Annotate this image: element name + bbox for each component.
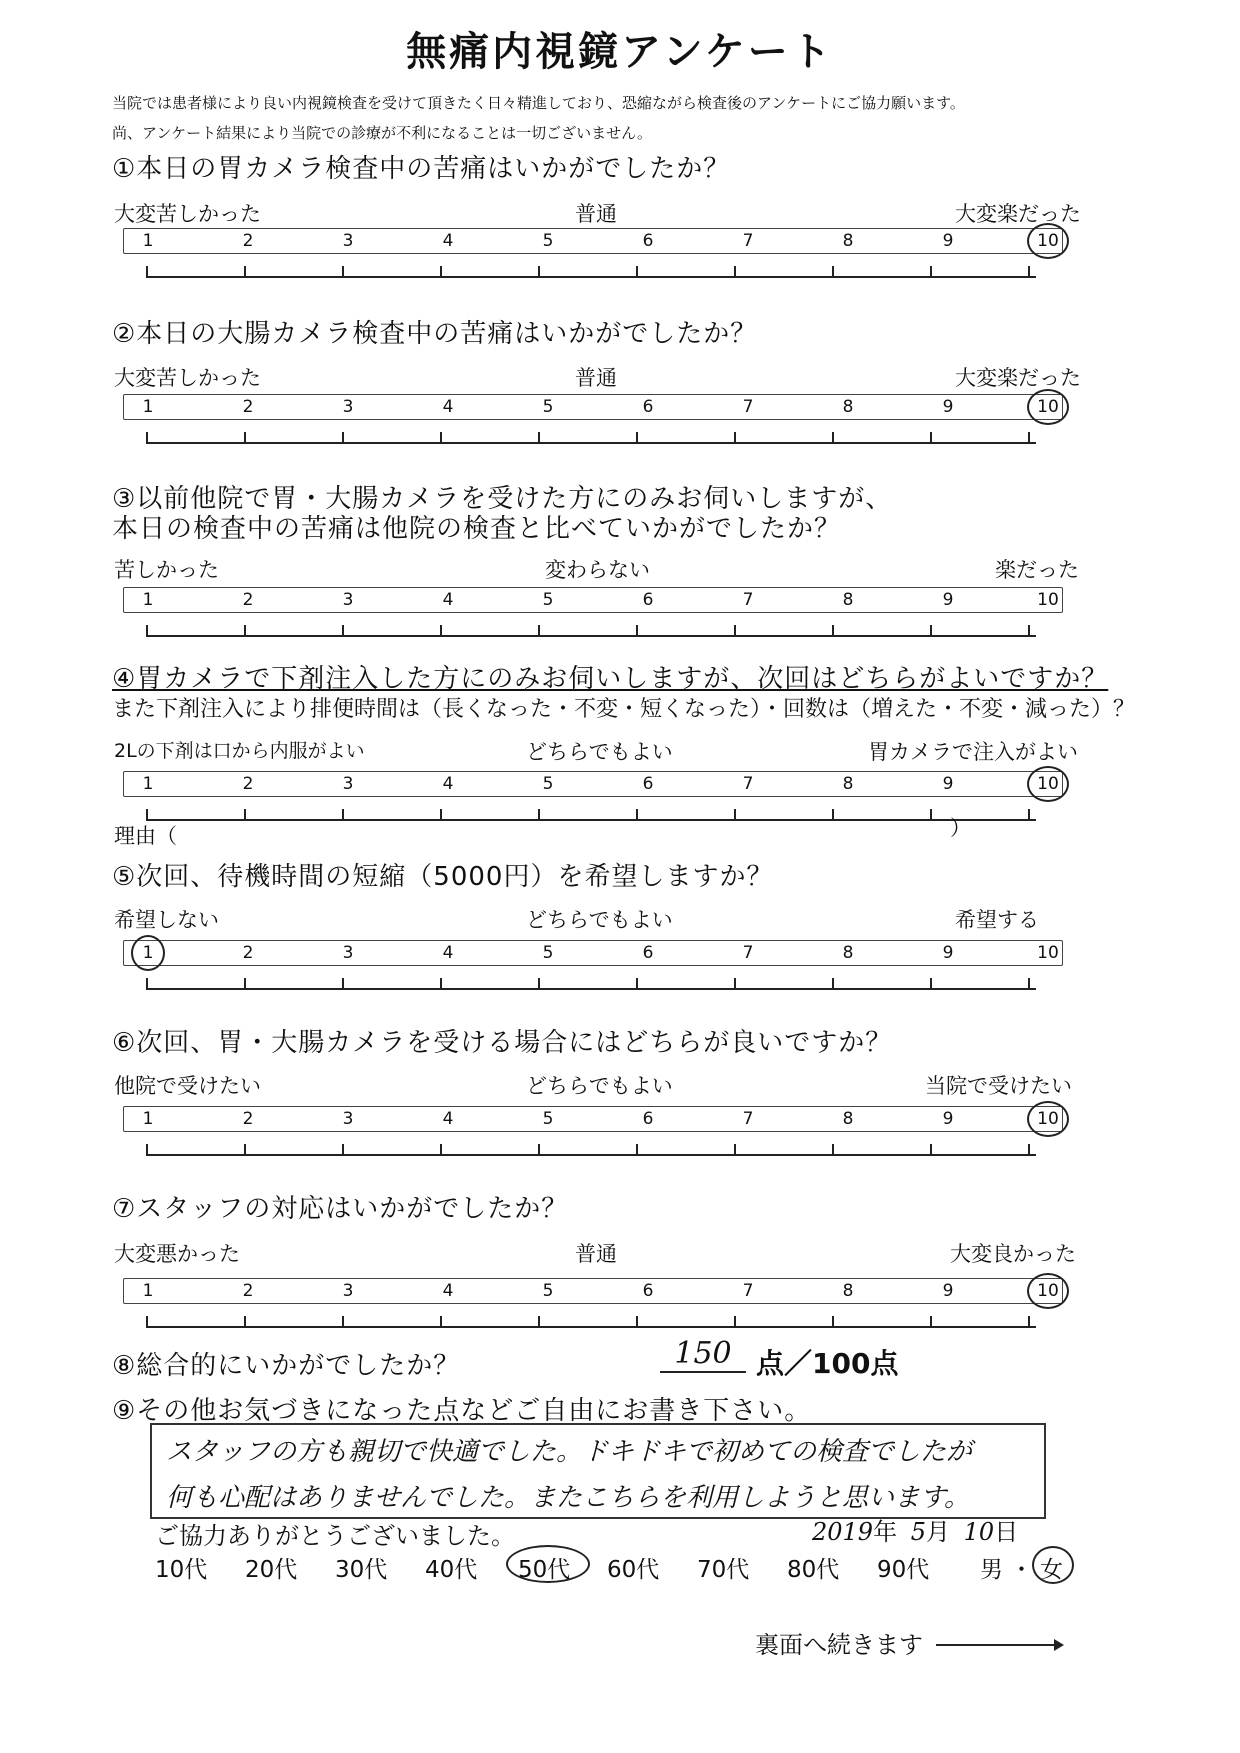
q4-reason-close: ）: [950, 816, 971, 840]
q3-scale-number-8[interactable]: 8: [842, 590, 854, 610]
q3-ruler-tick: [1028, 625, 1030, 637]
q1-scale-number-4[interactable]: 4: [442, 231, 454, 251]
q7-scale-number-8[interactable]: 8: [842, 1281, 854, 1301]
q5-ruler-tick: [342, 978, 344, 990]
q6-ruler-tick: [440, 1144, 442, 1156]
q3-ruler-tick: [930, 625, 932, 637]
q2-rating-scale[interactable]: [123, 394, 1063, 420]
date-month-label: 月: [926, 1518, 950, 1546]
q4-scale-number-5[interactable]: 5: [542, 774, 554, 794]
q4-scale-number-6[interactable]: 6: [642, 774, 654, 794]
q2-left-label: 大変苦しかった: [114, 366, 261, 390]
q3-rating-scale[interactable]: [123, 587, 1063, 613]
q1-ruler-tick: [734, 266, 736, 278]
q2-ruler-tick: [734, 432, 736, 444]
q2-scale-number-6[interactable]: 6: [642, 397, 654, 417]
q2-right-label: 大変楽だった: [955, 366, 1081, 390]
q7-ruler-tick: [1028, 1316, 1030, 1328]
question-7: ⑦スタッフの対応はいかがでしたか？: [112, 1194, 569, 1224]
q5-ruler-tick: [734, 978, 736, 990]
q1-right-label: 大変楽だった: [955, 202, 1081, 226]
q1-scale-number-8[interactable]: 8: [842, 231, 854, 251]
q1-rating-scale[interactable]: [123, 228, 1063, 254]
q3-scale-number-7[interactable]: 7: [742, 590, 754, 610]
question-8: ⑧総合的にいかがでしたか？: [112, 1351, 461, 1381]
q1-ruler-tick: [636, 266, 638, 278]
q2-scale-number-8[interactable]: 8: [842, 397, 854, 417]
question-4-line-2: また下剤注入により排便時間は（長くなった・不変・短くなった）・回数は（増えた・不変・減った）？: [112, 697, 1136, 722]
q2-scale-number-2[interactable]: 2: [242, 397, 254, 417]
q1-scale-number-7[interactable]: 7: [742, 231, 754, 251]
q5-scale-number-10[interactable]: 10: [1037, 943, 1059, 963]
q5-scale-number-8[interactable]: 8: [842, 943, 854, 963]
q5-left-label: 希望しない: [114, 908, 219, 932]
q6-ruler-tick: [342, 1144, 344, 1156]
q1-left-label: 大変苦しかった: [114, 202, 261, 226]
q5-rating-scale[interactable]: [123, 940, 1063, 966]
q2-ruler-tick: [244, 432, 246, 444]
q4-ruler-tick: [244, 809, 246, 821]
q4-left-label: 2Lの下剤は口から内服がよい: [114, 740, 365, 762]
gender-male[interactable]: 男: [980, 1557, 1003, 1583]
date-day[interactable]: 10: [963, 1518, 995, 1546]
survey-title: 無痛内視鏡アンケート: [406, 29, 834, 75]
q5-scale-number-9[interactable]: 9: [942, 943, 954, 963]
q4-scale-number-3[interactable]: 3: [342, 774, 354, 794]
q2-ruler-tick: [636, 432, 638, 444]
q3-scale-number-3[interactable]: 3: [342, 590, 354, 610]
q2-scale-number-4[interactable]: 4: [442, 397, 454, 417]
q4-selected-circle: [1027, 766, 1069, 802]
q4-ruler-tick: [734, 809, 736, 821]
q4-scale-number-10[interactable]: 10: [1037, 774, 1059, 794]
q1-ruler-tick: [538, 266, 540, 278]
q3-scale-number-1[interactable]: 1: [142, 590, 154, 610]
q7-scale-number-4[interactable]: 4: [442, 1281, 454, 1301]
q2-ruler-tick: [538, 432, 540, 444]
comment-line-1: スタッフの方も親切で快適でした。ドキドキで初めての検査でしたが: [166, 1437, 973, 1467]
q3-ruler-tick: [636, 625, 638, 637]
q5-ruler-tick: [636, 978, 638, 990]
q4-ruler: [146, 805, 1036, 821]
q7-scale-number-2[interactable]: 2: [242, 1281, 254, 1301]
q4-rating-scale[interactable]: [123, 771, 1063, 797]
q3-mid-label: 変わらない: [545, 558, 650, 582]
q6-scale-number-5[interactable]: 5: [542, 1109, 554, 1129]
question-2: ②本日の大腸カメラ検査中の苦痛はいかがでしたか？: [112, 319, 758, 349]
q3-ruler-tick: [440, 625, 442, 637]
q6-scale-number-6[interactable]: 6: [642, 1109, 654, 1129]
q2-scale-number-9[interactable]: 9: [942, 397, 954, 417]
q2-scale-number-3[interactable]: 3: [342, 397, 354, 417]
q4-scale-number-4[interactable]: 4: [442, 774, 454, 794]
q2-mid-label: 普通: [575, 366, 617, 390]
q6-scale-number-7[interactable]: 7: [742, 1109, 754, 1129]
q8-score-suffix: 点／100点: [756, 1347, 899, 1380]
continue-text: 裏面へ続きます: [755, 1631, 923, 1659]
q1-ruler-tick: [244, 266, 246, 278]
q6-ruler-tick: [734, 1144, 736, 1156]
q5-scale-number-6[interactable]: 6: [642, 943, 654, 963]
q5-ruler-tick: [930, 978, 932, 990]
q7-ruler-tick: [832, 1316, 834, 1328]
q1-scale-number-3[interactable]: 3: [342, 231, 354, 251]
q3-scale-number-10[interactable]: 10: [1037, 590, 1059, 610]
q5-ruler-tick: [832, 978, 834, 990]
q5-scale-number-1[interactable]: 1: [142, 943, 154, 963]
q1-scale-number-9[interactable]: 9: [942, 231, 954, 251]
q7-ruler-tick: [636, 1316, 638, 1328]
q7-scale-number-7[interactable]: 7: [742, 1281, 754, 1301]
q6-scale-number-9[interactable]: 9: [942, 1109, 954, 1129]
gender-dot: ・: [1010, 1557, 1033, 1583]
q3-scale-number-5[interactable]: 5: [542, 590, 554, 610]
q7-ruler: [146, 1312, 1036, 1328]
q4-mid-label: どちらでもよい: [526, 740, 673, 764]
q3-scale-number-4[interactable]: 4: [442, 590, 454, 610]
age-option-70[interactable]: 70代: [697, 1557, 750, 1583]
q6-ruler-tick: [930, 1144, 932, 1156]
q1-ruler-tick: [342, 266, 344, 278]
q3-ruler-tick: [342, 625, 344, 637]
q3-ruler: [146, 621, 1036, 637]
q5-ruler-tick: [538, 978, 540, 990]
comment-box[interactable]: [150, 1423, 1046, 1519]
q5-scale-number-7[interactable]: 7: [742, 943, 754, 963]
q6-rating-scale[interactable]: [123, 1106, 1063, 1132]
q5-selected-circle: [131, 935, 165, 971]
q3-ruler-tick: [244, 625, 246, 637]
question-3-line-1: ③以前他院で胃・大腸カメラを受けた方にのみお伺いしますが、: [112, 484, 893, 514]
thanks-text: ご協力ありがとうございました。: [155, 1522, 515, 1550]
q3-scale-number-6[interactable]: 6: [642, 590, 654, 610]
q3-left-label: 苦しかった: [114, 558, 219, 582]
age-option-10[interactable]: 10代: [155, 1557, 208, 1583]
q7-scale-number-1[interactable]: 1: [142, 1281, 154, 1301]
age-option-90[interactable]: 90代: [877, 1557, 930, 1583]
q3-scale-number-9[interactable]: 9: [942, 590, 954, 610]
q5-scale-number-5[interactable]: 5: [542, 943, 554, 963]
q2-ruler-tick: [1028, 432, 1030, 444]
q5-scale-number-4[interactable]: 4: [442, 943, 454, 963]
q7-selected-circle: [1027, 1273, 1069, 1309]
q3-ruler-tick: [146, 625, 148, 637]
q3-right-label: 楽だった: [995, 558, 1079, 582]
q4-scale-number-9[interactable]: 9: [942, 774, 954, 794]
q7-right-label: 大変良かった: [950, 1242, 1076, 1266]
q4-right-label: 胃カメラで注入がよい: [868, 740, 1078, 764]
q4-reason-label: 理由（: [114, 824, 177, 848]
q2-ruler-tick: [440, 432, 442, 444]
q1-scale-number-1[interactable]: 1: [142, 231, 154, 251]
gender-female[interactable]: 女: [1040, 1557, 1063, 1583]
q7-ruler-tick: [538, 1316, 540, 1328]
q7-ruler-tick: [244, 1316, 246, 1328]
q7-ruler-tick: [146, 1316, 148, 1328]
age-selected-circle: [506, 1545, 590, 1583]
q3-ruler-tick: [832, 625, 834, 637]
q5-ruler: [146, 974, 1036, 990]
q2-scale-number-7[interactable]: 7: [742, 397, 754, 417]
q2-scale-number-1[interactable]: 1: [142, 397, 154, 417]
q4-ruler-tick: [832, 809, 834, 821]
q1-ruler: [146, 262, 1036, 278]
q6-ruler-tick: [636, 1144, 638, 1156]
q2-ruler-tick: [342, 432, 344, 444]
q4-ruler-tick: [930, 809, 932, 821]
q7-scale-number-3[interactable]: 3: [342, 1281, 354, 1301]
q6-mid-label: どちらでもよい: [526, 1074, 673, 1098]
gender-selected-circle: [1032, 1546, 1074, 1584]
q6-scale-number-4[interactable]: 4: [442, 1109, 454, 1129]
q1-ruler-tick: [832, 266, 834, 278]
age-option-20[interactable]: 20代: [245, 1557, 298, 1583]
date-month[interactable]: 5: [910, 1518, 926, 1546]
q8-score-field[interactable]: 150: [660, 1336, 746, 1373]
q3-ruler-tick: [538, 625, 540, 637]
q2-scale-number-5[interactable]: 5: [542, 397, 554, 417]
age-option-80[interactable]: 80代: [787, 1557, 840, 1583]
question-9: ⑨その他お気づきになった点などご自由にお書き下さい。: [112, 1396, 812, 1426]
q4-scale-number-7[interactable]: 7: [742, 774, 754, 794]
q6-ruler-tick: [538, 1144, 540, 1156]
q7-scale-number-10[interactable]: 10: [1037, 1281, 1059, 1301]
age-option-30[interactable]: 30代: [335, 1557, 388, 1583]
age-option-60[interactable]: 60代: [607, 1557, 660, 1583]
q6-scale-number-10[interactable]: 10: [1037, 1109, 1059, 1129]
q7-ruler-tick: [440, 1316, 442, 1328]
q1-ruler-tick: [440, 266, 442, 278]
date-year-label: 年: [873, 1518, 898, 1546]
q5-ruler-tick: [146, 978, 148, 990]
q7-rating-scale[interactable]: [123, 1278, 1063, 1304]
intro-line-1: 当院では患者様により良い内視鏡検査を受けて頂きたく日々精進しており、恐縮ながら検査後のアンケートにご協力願います。: [112, 94, 965, 112]
q6-ruler-tick: [1028, 1144, 1030, 1156]
question-5: ⑤次回、待機時間の短縮（5000円）を希望しますか？: [112, 862, 774, 892]
q1-ruler-tick: [930, 266, 932, 278]
q4-scale-number-1[interactable]: 1: [142, 774, 154, 794]
q5-mid-label: どちらでもよい: [526, 908, 673, 932]
q6-left-label: 他院で受けたい: [114, 1074, 261, 1098]
q3-scale-number-2[interactable]: 2: [242, 590, 254, 610]
comment-line-2: 何も心配はありませんでした。またこちらを利用しようと思います。: [166, 1483, 970, 1513]
q1-scale-number-6[interactable]: 6: [642, 231, 654, 251]
q1-ruler-tick: [146, 266, 148, 278]
q7-left-label: 大変悪かった: [114, 1242, 240, 1266]
q1-scale-number-2[interactable]: 2: [242, 231, 254, 251]
q5-right-label: 希望する: [955, 908, 1039, 932]
q4-scale-number-2[interactable]: 2: [242, 774, 254, 794]
q1-ruler-tick: [1028, 266, 1030, 278]
q2-ruler-tick: [930, 432, 932, 444]
date-year[interactable]: 2019: [812, 1518, 874, 1546]
q4-ruler-tick: [538, 809, 540, 821]
q2-ruler: [146, 428, 1036, 444]
q6-scale-number-1[interactable]: 1: [142, 1109, 154, 1129]
q4-ruler-tick: [636, 809, 638, 821]
intro-line-2: 尚、アンケート結果により当院での診療が不利になることは一切ございません。: [112, 124, 653, 142]
q2-scale-number-10[interactable]: 10: [1037, 397, 1059, 417]
q6-ruler: [146, 1140, 1036, 1156]
q4-scale-number-8[interactable]: 8: [842, 774, 854, 794]
date: [812, 1512, 1018, 1547]
q6-ruler-tick: [244, 1144, 246, 1156]
age-option-40[interactable]: 40代: [425, 1557, 478, 1583]
q5-scale-number-2[interactable]: 2: [242, 943, 254, 963]
q4-ruler-tick: [342, 809, 344, 821]
question-3-line-2: 本日の検査中の苦痛は他院の検査と比べていかがでしたか？: [112, 514, 842, 544]
q7-scale-number-6[interactable]: 6: [642, 1281, 654, 1301]
q1-mid-label: 普通: [575, 202, 617, 226]
date-day-label: 日: [994, 1518, 1019, 1546]
q7-ruler-tick: [930, 1316, 932, 1328]
q5-ruler-tick: [1028, 978, 1030, 990]
q7-scale-number-5[interactable]: 5: [542, 1281, 554, 1301]
q1-selected-circle: [1027, 223, 1069, 259]
q2-ruler-tick: [146, 432, 148, 444]
q1-scale-number-10[interactable]: 10: [1037, 231, 1059, 251]
question-6: ⑥次回、胃・大腸カメラを受ける場合にはどちらが良いですか？: [112, 1028, 893, 1058]
q4-ruler-tick: [1028, 809, 1030, 821]
continue-arrow-icon: [936, 1635, 1066, 1655]
q6-scale-number-8[interactable]: 8: [842, 1109, 854, 1129]
q6-scale-number-2[interactable]: 2: [242, 1109, 254, 1129]
q1-scale-number-5[interactable]: 5: [542, 231, 554, 251]
q3-ruler-tick: [734, 625, 736, 637]
q7-mid-label: 普通: [575, 1242, 617, 1266]
q7-ruler-tick: [734, 1316, 736, 1328]
q5-scale-number-3[interactable]: 3: [342, 943, 354, 963]
q6-ruler-tick: [832, 1144, 834, 1156]
q4-ruler-tick: [440, 809, 442, 821]
q7-scale-number-9[interactable]: 9: [942, 1281, 954, 1301]
q6-ruler-tick: [146, 1144, 148, 1156]
q7-ruler-tick: [342, 1316, 344, 1328]
q6-scale-number-3[interactable]: 3: [342, 1109, 354, 1129]
q2-ruler-tick: [832, 432, 834, 444]
q5-ruler-tick: [440, 978, 442, 990]
question-1: ①本日の胃カメラ検査中の苦痛はいかがでしたか？: [112, 154, 731, 184]
age-option-50[interactable]: 50代: [518, 1557, 571, 1583]
q6-right-label: 当院で受けたい: [925, 1074, 1072, 1098]
q2-selected-circle: [1027, 389, 1069, 425]
q5-ruler-tick: [244, 978, 246, 990]
question-4-line-1: ④胃カメラで下剤注入した方にのみお伺いしますが、次回はどちらがよいですか？: [112, 664, 1109, 694]
q6-selected-circle: [1027, 1101, 1069, 1137]
